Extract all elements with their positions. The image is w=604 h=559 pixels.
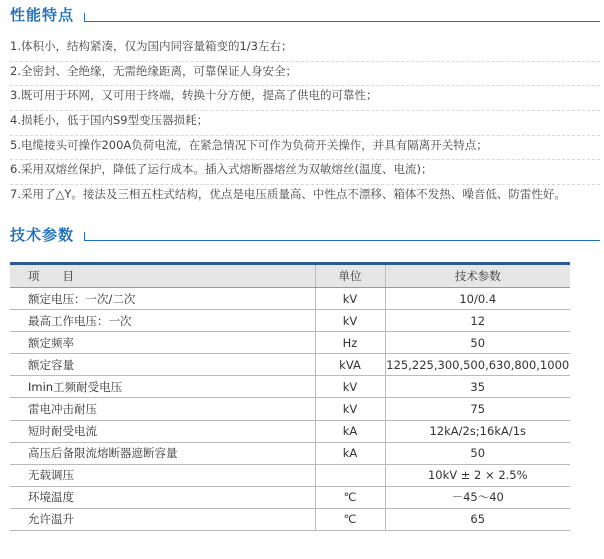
features-heading: 性能特点 [10, 6, 75, 24]
row-value: 125,225,300,500,630,800,1000 [385, 354, 570, 376]
table-row [10, 398, 570, 420]
row-unit: ℃ [315, 508, 385, 530]
row-unit: kV [315, 376, 385, 398]
params-heading-rule [84, 240, 600, 241]
row-item: 短时耐受电流 [10, 420, 315, 442]
row-value: 75 [385, 398, 570, 420]
row-unit: ℃ [315, 486, 385, 508]
row-unit: kVA [315, 354, 385, 376]
params-heading: 技术参数 [10, 226, 75, 244]
features-heading-tick [84, 13, 85, 21]
row-unit: kA [315, 442, 385, 464]
table-row [10, 376, 570, 398]
row-unit [315, 464, 385, 486]
row-item: 无载调压 [10, 464, 315, 486]
row-value: 10/0.4 [385, 288, 570, 310]
feature-item: 4.损耗小，低于国内S9型变压器损耗； [10, 111, 600, 136]
row-unit: kA [315, 420, 385, 442]
features-heading-rule [84, 21, 600, 22]
row-value: 65 [385, 508, 570, 530]
feature-item: 6.采用双熔丝保护，降低了运行成本。插入式熔断器熔丝为双敏熔丝(温度、电流)； [10, 160, 600, 185]
table-row [10, 442, 570, 464]
table-row [10, 508, 570, 530]
table-row [10, 464, 570, 486]
feature-item: 2.全密封、全绝缘，无需绝缘距离，可靠保证人身安全； [10, 62, 600, 87]
row-value: 35 [385, 376, 570, 398]
row-value: 50 [385, 332, 570, 354]
features-list [10, 37, 600, 209]
header-item: 项 目 [10, 264, 315, 288]
table-row [10, 288, 570, 310]
table-row [10, 332, 570, 354]
row-item: Imin工频耐受电压 [10, 376, 315, 398]
row-value: 50 [385, 442, 570, 464]
row-unit: kV [315, 288, 385, 310]
row-item: 高压后备限流熔断器遮断容量 [10, 442, 315, 464]
row-item: 额定电压：一次/二次 [10, 288, 315, 310]
feature-item: 3.既可用于环网，又可用于终端，转换十分方便，提高了供电的可靠性； [10, 86, 600, 111]
feature-item: 7.采用了△Y。接法及三相五柱式结构，优点是电压质量高、中性点不漂移、箱体不发热、噪音低、防雷性好。 [10, 187, 566, 202]
params-heading-tick [84, 232, 85, 240]
row-item: 额定容量 [10, 354, 315, 376]
row-item: 额定频率 [10, 332, 315, 354]
row-unit: kV [315, 310, 385, 332]
table-row [10, 354, 570, 376]
row-unit: Hz [315, 332, 385, 354]
feature-item: 5.电缆接头可操作200A负荷电流，在紧急情况下可作为负荷开关操作，并具有隔离开关特点； [10, 136, 600, 161]
header-unit: 单位 [315, 264, 385, 288]
table-row [10, 310, 570, 332]
row-item: 雷电冲击耐压 [10, 398, 315, 420]
row-unit: kV [315, 398, 385, 420]
row-value: 12kA/2s;16kA/1s [385, 420, 570, 442]
table-row [10, 420, 570, 442]
row-value: 10kV ± 2 × 2.5% [385, 464, 570, 486]
table-row [10, 486, 570, 508]
row-item: 允许温升 [10, 508, 315, 530]
params-table-header [10, 264, 570, 288]
header-value: 技术参数 [385, 264, 570, 288]
row-item: 环境温度 [10, 486, 315, 508]
feature-item: 1.体积小，结构紧凑，仅为国内同容量箱变的1/3左右； [10, 37, 600, 62]
row-item: 最高工作电压：一次 [10, 310, 315, 332]
row-value: －45～40 [385, 486, 570, 508]
params-table [10, 262, 570, 531]
row-value: 12 [385, 310, 570, 332]
